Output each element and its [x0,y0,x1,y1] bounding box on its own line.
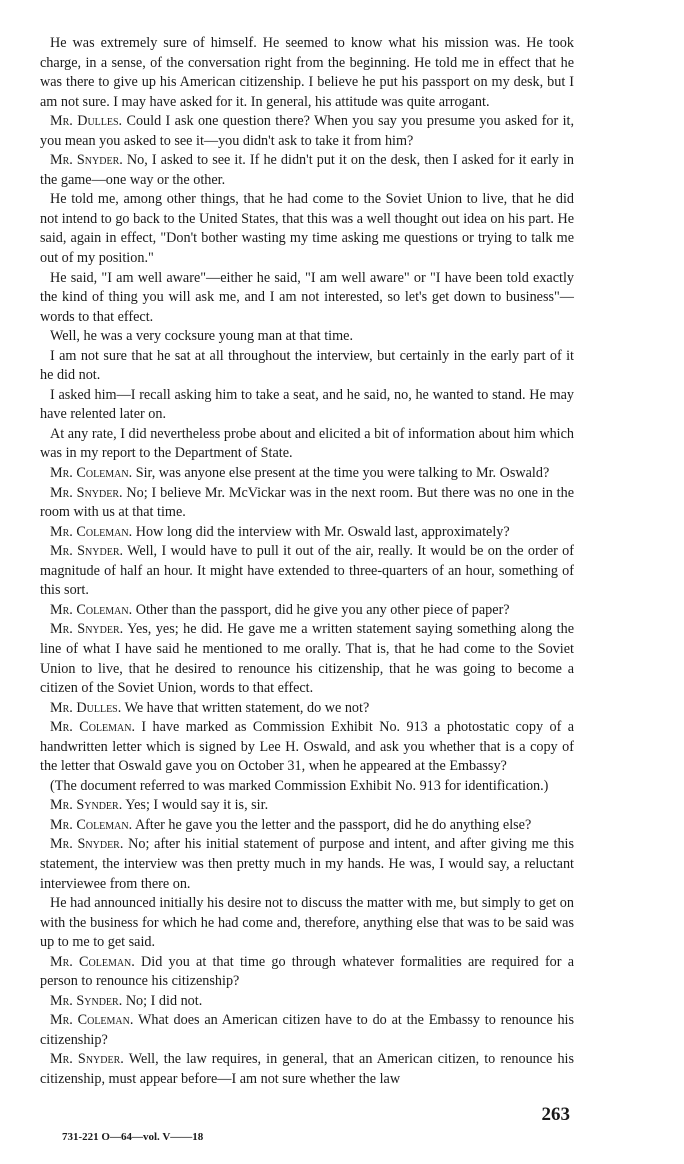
paragraph [40,347,574,386]
paragraph-text: I asked him—I recall asking him to take a seat, and he said, no, he wanted to stand. He may have relented later on. [40,386,574,423]
paragraph [40,151,574,190]
paragraph [40,620,574,698]
paragraph-text: I am not sure that he sat at all throughout the interview, but certainly in the early part of it he did not. [40,347,574,384]
speaker-name: Mr. Coleman. [50,601,133,618]
paragraph [40,992,574,1012]
print-code-footer: 731-221 O—64—vol. V——18 [62,1130,204,1143]
speaker-name: Mr. Coleman. [50,465,133,482]
speaker-name: Mr. Coleman. [50,816,133,833]
paragraph-text: No; after his initial statement of purpose and intent, and after giving me this statement, the interview was then pretty much in my hands. He was, I would say, a reluctant interviewee from there on. [40,836,574,892]
paragraph [40,327,574,347]
speaker-name: Mr. Dulles. [50,113,123,130]
paragraph-text: Well, I would have to pull it out of the air, really. It would be on the order of magnitude of half an hour. It might have extended to three-quarters of an hour, something of this sort. [40,543,574,599]
paragraph [40,542,574,601]
paragraph-text: He was extremely sure of himself. He seemed to know what his mission was. He took charge, in a sense, of the conversation right from the beginning. He told me in effect that he was there to give up his American citizenship. I believe he put his passport on my desk, but I am not sure. I may have asked for it. In general, his attitude was quite arrogant. [40,35,574,110]
speaker-name: Mr. Snyder. [50,836,124,853]
speaker-name: Mr. Coleman. [50,523,133,540]
paragraph [40,835,574,894]
paragraph-text: After he gave you the letter and the passport, did he do anything else? [134,816,532,833]
paragraph [40,425,574,464]
page-number: 263 [541,1103,570,1125]
paragraph-text: At any rate, I did nevertheless probe about and elicited a bit of information about him which was in my report to the Department of State. [40,425,574,462]
paragraph-text: No; I believe Mr. McVickar was in the next room. But there was no one in the room with us at that time. [40,484,575,521]
paragraph-text: No, I asked to see it. If he didn't put it on the desk, then I asked for it early in the game—one way or the other. [40,152,575,188]
paragraph [40,190,574,268]
paragraph [40,386,574,425]
paragraph-text: Yes, yes; he did. He gave me a written statement saying something along the line of what I have said he mentioned to me orally. That is, that he had come to the Soviet Union to live, that he desired to renounce his citizenship, that he was going to become a citizen of the Soviet Union, words to that effect. [40,621,574,697]
paragraph [40,1011,574,1050]
paragraph [40,718,574,777]
paragraph [40,816,574,836]
paragraph-text: No; I did not. [125,992,203,1009]
speaker-name: Mr. Synder. [50,992,123,1009]
paragraph [40,953,574,992]
paragraph-text: How long did the interview with Mr. Oswald last, approximately? [135,523,510,540]
speaker-name: Mr. Synder. [50,797,123,814]
paragraph [40,269,574,328]
paragraph-text: He had announced initially his desire not to discuss the matter with me, but simply to get on with the business for which he had come and, therefore, anything else that was to be said was up to me to get said. [40,895,574,951]
speaker-name: Mr. Coleman. [50,719,136,736]
paragraph [40,484,574,523]
paragraph [40,777,574,797]
paragraph [40,112,574,151]
paragraph-text: Sir, was anyone else present at the time you were talking to Mr. Oswald? [135,465,550,482]
speaker-name: Mr. Dulles. [50,699,122,716]
speaker-name: Mr. Coleman. [50,953,135,970]
speaker-name: Mr. Coleman. [50,1012,134,1029]
paragraph-text: Could I ask one question there? When you say you presume you asked for it, you mean you asked to see it—you didn't ask to take it from him? [40,113,575,149]
paragraph-text: I have marked as Commission Exhibit No. 913 a photostatic copy of a handwritten letter which is signed by Lee H. Oswald, and ask you whether that is a copy of the letter that Oswald gave you on October 31, when he appeared at the Embassy? [40,719,574,775]
paragraph [40,1050,574,1089]
paragraph [40,464,574,484]
paragraph-text: We have that written statement, do we not? [124,699,370,716]
paragraph-text: Yes; I would say it is, sir. [125,797,269,814]
paragraph-text: Did you at that time go through whatever formalities are required for a person to renounce his citizenship? [40,953,575,990]
paragraph-text: What does an American citizen have to do at the Embassy to renounce his citizenship? [40,1012,575,1048]
paragraph-text: Well, he was a very cocksure young man at that time. [50,328,354,345]
paragraph [40,523,574,543]
paragraph [40,699,574,719]
paragraph-text: Other than the passport, did he give you any other piece of paper? [135,601,510,618]
paragraph-text: Well, the law requires, in general, that an American citizen, to renounce his citizenship, must appear before—I am not sure whether the law [40,1051,575,1087]
paragraph [40,34,574,112]
paragraph-text: He told me, among other things, that he had come to the Soviet Union to live, that he did not intend to go back to the United States, that this was a well thought out idea on his part. He said, again in effect, "Don't bother wasting my time asking me questions or trying to talk me out of my position." [40,191,574,267]
speaker-name: Mr. Snyder. [50,152,123,169]
paragraph [40,601,574,621]
page-column [40,0,574,1164]
speaker-name: Mr. Snyder. [50,484,123,501]
speaker-name: Mr. Snyder. [50,1051,124,1068]
speaker-name: Mr. Snyder. [50,621,124,638]
paragraph [40,796,574,816]
speaker-name: Mr. Snyder. [50,543,124,560]
paragraph-text: He said, "I am well aware"—either he said, "I am well aware" or "I have been told exactly the kind of thing you will ask me, and I am not interested, so let's get down to business"—words to that effect. [40,269,574,325]
paragraph-text: (The document referred to was marked Commission Exhibit No. 913 for identification.) [50,777,549,794]
paragraph [40,894,574,953]
testimony-text [40,34,574,1090]
